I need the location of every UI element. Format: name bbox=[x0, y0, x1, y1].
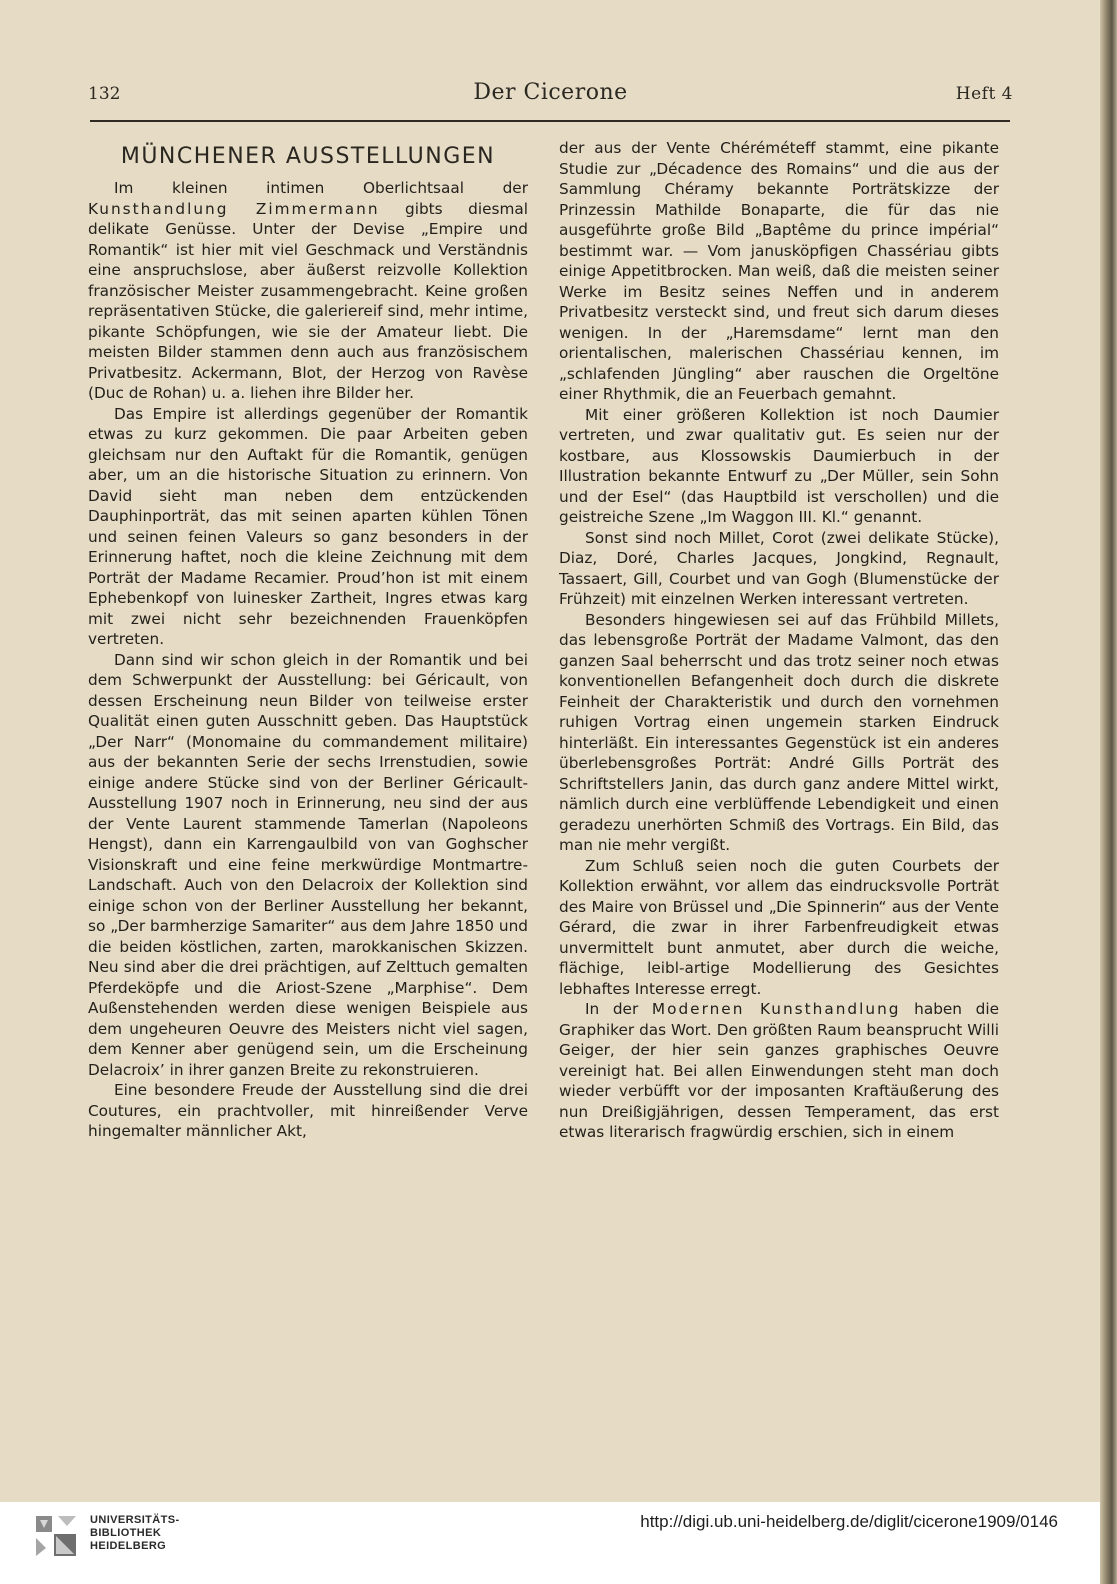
left-column bbox=[88, 138, 528, 1142]
paragraph-text: Im kleinen intimen Oberlichtsaal der bbox=[114, 179, 528, 197]
journal-title: Der Cicerone bbox=[473, 80, 628, 105]
paragraph: Besonders hingewiesen sei auf das Frühbild Millets, das lebensgroße Porträt der Madame Valmont, das den ganzen Saal beherrscht und das trotz seiner noch etwas konventionellen Befangenheit doch durch die diskrete Feinheit der Charakteristik und durch den vornehmen ruhigen Vortrag einen ungemein starken Eindruck hinterläßt. Ein interessantes Gegenstück ist ein anderes überlebensgroßes Porträt: André Gills Porträt des Schriftstellers Janin, das durch ganz andere Mittel wirkt, nämlich durch eine verblüffende Lebendigkeit und einen geradezu unerhörten Schmiß des Vortrags. Ein Bild, das man nie mehr vergißt. bbox=[559, 610, 999, 854]
paragraph bbox=[559, 999, 999, 1143]
spaced-emphasis: Modernen Kunsthandlung bbox=[651, 1000, 901, 1018]
source-url-link[interactable]: http://digi.ub.uni-heidelberg.de/diglit/cicerone1909/0146 bbox=[640, 1512, 1058, 1531]
paragraph bbox=[88, 178, 528, 404]
paragraph-text: gibts diesmal delikate Genüsse. Unter der Devise „Empire und Romantik“ ist hier mit viel Geschmack und Verständnis eine anspruchslose, aber äußerst reizvolle Kollektion französischer Meister zusammengebracht. Keine großen repräsentativen Stücke, die galeriereif sind, mehr intime, pikante Schöpfungen, wie sie der Amateur liebt. Die meisten Bilder stammen denn auch aus französischem Privatbesitz. Ackermann, Blot, der Herzog von Ravèse (Duc de Rohan) u. a. liehen ihre Bilder her. bbox=[88, 199, 528, 402]
library-name bbox=[90, 1514, 180, 1553]
issue-label: Heft 4 bbox=[955, 84, 1013, 104]
right-column bbox=[559, 138, 999, 1143]
library-name-line: BIBLIOTHEK bbox=[90, 1527, 162, 1539]
library-logo-icon bbox=[32, 1512, 80, 1560]
paragraph: Das Empire ist allerdings gegenüber der Romantik etwas zu kurz gekommen. Die paar Arbeiten geben gleichsam nur den Auftakt für die Romantik, genügen aber, um an die historische Situation zu erinnern. Von David sieht man neben dem entzückenden Dauphinporträt, das mit seinen aparten kühlen Tönen und seinen feinen Valeurs so ganz besonders in der Erinnerung haftet, noch die kleine Zeichnung mit dem Porträt der Madame Recamier. Proud’hon ist mit einem Ephebenkopf von luinesker Zartheit, Ingres etwas karg mit zwei nicht sehr bezeichnenden Frauenköpfen vertreten. bbox=[88, 404, 528, 648]
paragraph-text: haben die Graphiker das Wort. Den größten Raum beansprucht Willi Geiger, der hier sein ganzes graphisches Oeuvre vereinigt hat. Bei allen Einwendungen steht man doch wieder verbüfft vor der imposanten Kraftäußerung des nun Dreißigjährigen, dessen Temperament, das erst etwas literarisch fragwürdig erschien, sich in einem bbox=[559, 1000, 1000, 1141]
paragraph: Zum Schluß seien noch die guten Courbets der Kollektion erwähnt, vor allem das eindrucksvolle Porträt des Maire von Brüssel und „Die Spinnerin“ aus der Vente Gérard, die zwar in ihrer Farbenfreudigkeit etwas unvermittelt bunt anmutet, aber durch die weiche, flächige, leibl-artige Modellierung des Gesichtes lebhaftes Interesse erregt. bbox=[559, 856, 999, 998]
library-name-line: HEIDELBERG bbox=[90, 1540, 167, 1552]
book-edge bbox=[1100, 0, 1117, 1584]
paragraph: Sonst sind noch Millet, Corot (zwei delikate Stücke), Diaz, Doré, Charles Jacques, Jongkind, Regnault, Tassaert, Gill, Courbet und van Gogh (Blumenstücke der Frühzeit) mit einzelnen Werken interessant vertreten. bbox=[559, 528, 999, 608]
spaced-emphasis: Kunsthandlung Zimmermann bbox=[88, 199, 380, 218]
paragraph-text: In der bbox=[585, 1000, 652, 1018]
header-rule bbox=[90, 120, 1010, 122]
article-title: MÜNCHENER AUSSTELLUNGEN bbox=[120, 144, 496, 169]
paragraph: Dann sind wir schon gleich in der Romantik und bei dem Schwerpunkt der Ausstellung: bei Géricault, von dessen Erscheinung neun Bilder von teilweise erster Qualität einen guten Ausschnitt geben. Das Hauptstück „Der Narr“ (Monomaine du commandement militaire) aus der bekannten Serie der sechs Irrenstudien, sowie einige andere Stücke sind von der Berliner Géricault-Ausstellung 1907 noch in Erinnerung, neu sind der aus der Vente Laurent stammende Tamerlan (Napoleons Hengst), dann ein Karrengaulbild von van Goghscher Visionskraft und eine feine merkwürdige Montmartre-Landschaft. Auch von den Delacroix der Kollektion sind einige schon von der Berliner Ausstellung her bekannt, so „Der barmherzige Samariter“ aus dem Jahre 1850 und die beiden köstlichen, zarten, marokkanischen Skizzen. Neu sind aber die drei prächtigen, auf Zelttuch gemalten Pferdeköpfe und die Ariost-Szene „Marphise“. Dem Außenstehenden werden diese wenigen Beispiele aus dem ungeheuren Oeuvre des Meisters nicht viel sagen, dem Kenner aber genügend sein, um die Erscheinung Delacroix’ in ihrer ganzen Breite zu rekonstruieren. bbox=[88, 650, 528, 1079]
page-number: 132 bbox=[88, 84, 121, 104]
paragraph: der aus der Vente Chéréméteff stammt, eine pikante Studie zur „Décadence des Romains“ und die aus der Sammlung Chéramy bekannte Porträtskizze der Prinzessin Mathilde Bonaparte, die für das nie ausgeführte große Bild „Baptême du prince impérial“ bestimmt war. — Vom janusköpfigen Chassériau gibts einige Appetitbrocken. Man weiß, daß die meisten seiner Werke im Besitz seines Neffen und in anderem Privatbesitz versteckt sind, und freut sich darum dieses wenigen. In der „Haremsdame“ lernt man den orientalischen, malerischen Chassériau kennen, im „schlafenden Jüngling“ aber rauschen die Orgeltöne einer Rhythmik, die an Feuerbach gemahnt. bbox=[559, 139, 999, 403]
footer-bar bbox=[0, 1502, 1100, 1584]
paragraph: Mit einer größeren Kollektion ist noch Daumier vertreten, und zwar qualitativ gut. Es seien nur der kostbare, aus Klossowskis Daumierbuch in der Illustration bekannte Entwurf zu „Der Müller, sein Sohn und der Esel“ (das Hauptbild ist verschollen) und die geistreiche Szene „Im Waggon III. Kl.“ genannt. bbox=[559, 405, 999, 526]
library-name-line: UNIVERSITÄTS- bbox=[90, 1514, 180, 1526]
running-head bbox=[88, 80, 1013, 116]
paragraph: Eine besondere Freude der Ausstellung sind die drei Coutures, ein prachtvoller, mit hinreißender Verve hingemalter männlicher Akt, bbox=[88, 1081, 528, 1140]
